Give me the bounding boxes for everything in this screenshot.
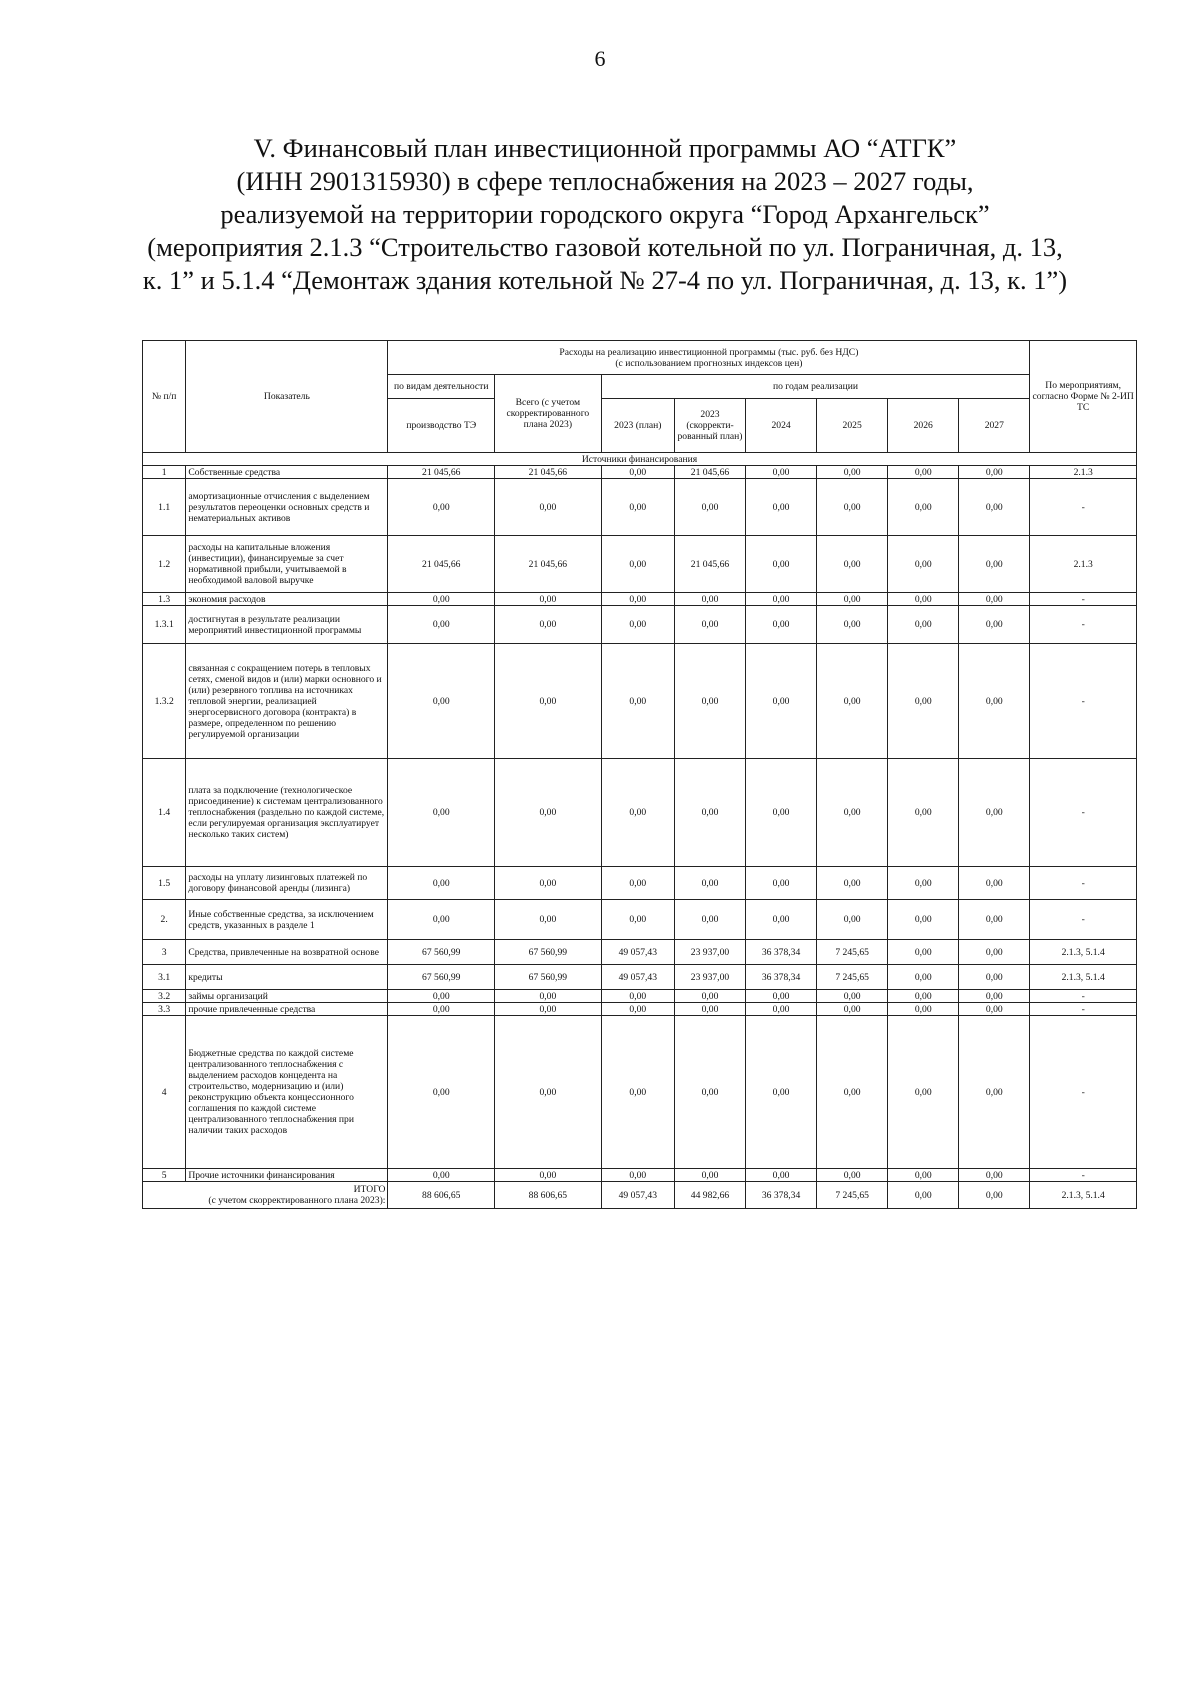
row-value: 21 045,66 (495, 466, 602, 479)
table-row (143, 536, 1137, 593)
row-number: 1.3.2 (143, 644, 186, 759)
row-indicator: плата за подключение (технологическое присоединение) к системам централизованного теплоснабжения (раздельно по каждой системе, если регулируемая организация эксплуатирует несколько таких систем) (186, 759, 388, 867)
row-number: 5 (143, 1169, 186, 1182)
row-value: 0,00 (601, 759, 674, 867)
row-measure-ref: - (1030, 900, 1137, 940)
row-value: 0,00 (601, 479, 674, 536)
row-measure-ref: - (1030, 759, 1137, 867)
row-value: 0,00 (888, 900, 959, 940)
row-measure-ref: 2.1.3, 5.1.4 (1030, 940, 1137, 965)
row-value: 0,00 (495, 479, 602, 536)
row-value: 0,00 (817, 644, 888, 759)
row-measure-ref: 2.1.3 (1030, 466, 1137, 479)
row-value: 0,00 (388, 900, 495, 940)
row-value: 0,00 (601, 593, 674, 606)
row-value: 21 045,66 (388, 466, 495, 479)
row-value: 0,00 (746, 1016, 817, 1169)
header-expenses-line2: (с использованием прогнозных индексов цен) (615, 357, 803, 369)
row-value: 0,00 (388, 479, 495, 536)
row-value: 0,00 (817, 1003, 888, 1016)
row-value: 21 045,66 (674, 536, 745, 593)
row-measure-ref: 2.1.3, 5.1.4 (1030, 965, 1137, 990)
table-row (143, 479, 1137, 536)
row-indicator: расходы на уплату лизинговых платежей по договору финансовой аренды (лизинга) (186, 867, 388, 900)
header-production: производство ТЭ (388, 399, 495, 453)
row-value: 0,00 (495, 593, 602, 606)
row-value: 0,00 (888, 1169, 959, 1182)
row-measure-ref: - (1030, 606, 1137, 644)
row-value: 0,00 (888, 940, 959, 965)
row-number: 1.3.1 (143, 606, 186, 644)
row-value: 0,00 (746, 644, 817, 759)
total-value: 7 245,65 (817, 1182, 888, 1209)
row-value: 0,00 (817, 593, 888, 606)
total-label (143, 1182, 388, 1209)
row-value: 0,00 (388, 867, 495, 900)
row-value: 0,00 (959, 759, 1030, 867)
row-value: 0,00 (601, 1016, 674, 1169)
row-value: 0,00 (601, 1169, 674, 1182)
header-by-measures: По мероприятиям, согласно Форме № 2-ИП ТС (1030, 341, 1137, 453)
row-number: 1.5 (143, 867, 186, 900)
row-value: 0,00 (746, 900, 817, 940)
header-expenses-line1: Расходы на реализацию инвестиционной программы (тыс. руб. без НДС) (559, 346, 859, 358)
header-indicator: Показатель (186, 341, 388, 453)
row-value: 0,00 (746, 867, 817, 900)
table-row (143, 900, 1137, 940)
title-line: (мероприятия 2.1.3 “Строительство газовой котельной по ул. Пограничная, д. 13, (147, 232, 1063, 262)
table-row (143, 606, 1137, 644)
row-value: 0,00 (388, 1003, 495, 1016)
row-value: 49 057,43 (601, 965, 674, 990)
header-expenses (388, 341, 1030, 375)
row-value: 67 560,99 (388, 965, 495, 990)
title-line: V. Финансовый план инвестиционной программы АО “АТГК” (253, 133, 957, 163)
row-measure-ref: - (1030, 479, 1137, 536)
row-value: 0,00 (746, 536, 817, 593)
row-measure-ref: - (1030, 644, 1137, 759)
row-value: 0,00 (959, 536, 1030, 593)
header-2023-adjusted: 2023 (скорректи-рованный план) (674, 399, 745, 453)
header-2023-plan: 2023 (план) (601, 399, 674, 453)
row-value: 0,00 (495, 644, 602, 759)
header-2026: 2026 (888, 399, 959, 453)
row-value: 0,00 (817, 606, 888, 644)
row-number: 1.3 (143, 593, 186, 606)
table-row (143, 466, 1137, 479)
row-value: 0,00 (674, 644, 745, 759)
row-value: 0,00 (746, 1169, 817, 1182)
row-value: 0,00 (601, 536, 674, 593)
table-row (143, 940, 1137, 965)
row-value: 0,00 (817, 990, 888, 1003)
document-title (90, 132, 1120, 297)
row-value: 36 378,34 (746, 965, 817, 990)
row-measure-ref: 2.1.3 (1030, 536, 1137, 593)
total-label-line1: ИТОГО (353, 1184, 386, 1195)
row-measure-ref: - (1030, 593, 1137, 606)
row-value: 0,00 (388, 606, 495, 644)
row-indicator: займы организаций (186, 990, 388, 1003)
row-value: 0,00 (388, 990, 495, 1003)
row-value: 0,00 (495, 1016, 602, 1169)
row-value: 0,00 (495, 606, 602, 644)
total-value: 36 378,34 (746, 1182, 817, 1209)
header-by-years: по годам реализации (601, 375, 1030, 399)
table-header (143, 341, 1137, 453)
row-value: 0,00 (746, 593, 817, 606)
row-number: 1.2 (143, 536, 186, 593)
row-number: 2. (143, 900, 186, 940)
row-value: 0,00 (601, 606, 674, 644)
row-value: 0,00 (959, 900, 1030, 940)
row-number: 1.4 (143, 759, 186, 867)
row-value: 23 937,00 (674, 940, 745, 965)
title-line: к. 1” и 5.1.4 “Демонтаж здания котельной № 27-4 по ул. Пограничная, д. 13, к. 1”) (142, 265, 1068, 295)
row-value: 0,00 (959, 593, 1030, 606)
row-value: 21 045,66 (495, 536, 602, 593)
row-value: 0,00 (888, 644, 959, 759)
row-value: 0,00 (601, 644, 674, 759)
table-row (143, 1003, 1137, 1016)
row-value: 0,00 (746, 606, 817, 644)
row-value: 0,00 (495, 759, 602, 867)
row-number: 1.1 (143, 479, 186, 536)
row-number: 3.1 (143, 965, 186, 990)
row-value: 36 378,34 (746, 940, 817, 965)
row-indicator: экономия расходов (186, 593, 388, 606)
row-value: 0,00 (674, 759, 745, 867)
table-row (143, 1016, 1137, 1169)
row-measure-ref: - (1030, 990, 1137, 1003)
row-indicator: достигнутая в результате реализации мероприятий инвестиционной программы (186, 606, 388, 644)
row-value: 0,00 (388, 1016, 495, 1169)
row-value: 0,00 (388, 644, 495, 759)
row-value: 0,00 (746, 1003, 817, 1016)
row-value: 0,00 (495, 1169, 602, 1182)
row-indicator: Бюджетные средства по каждой системе централизованного теплоснабжения с выделением расходов концедента на строительство, модернизацию и (или) реконструкцию объекта концессионного соглашения по каждой системе централизованного теплоснабжения при наличии таких расходов (186, 1016, 388, 1169)
row-value: 0,00 (495, 990, 602, 1003)
row-value: 0,00 (388, 759, 495, 867)
row-value: 0,00 (888, 593, 959, 606)
row-value: 0,00 (959, 940, 1030, 965)
table-row (143, 867, 1137, 900)
row-value: 0,00 (495, 867, 602, 900)
row-value: 0,00 (888, 536, 959, 593)
row-value: 0,00 (674, 1169, 745, 1182)
row-value: 0,00 (817, 1016, 888, 1169)
row-value: 0,00 (959, 466, 1030, 479)
row-value: 67 560,99 (495, 940, 602, 965)
row-value: 0,00 (817, 536, 888, 593)
row-number: 4 (143, 1016, 186, 1169)
row-value: 0,00 (674, 606, 745, 644)
row-value: 0,00 (817, 466, 888, 479)
row-value: 0,00 (888, 990, 959, 1003)
row-indicator: прочие привлеченные средства (186, 1003, 388, 1016)
total-value: 88 606,65 (495, 1182, 602, 1209)
row-value: 0,00 (959, 1016, 1030, 1169)
table-body (143, 453, 1137, 1209)
row-value: 0,00 (674, 479, 745, 536)
row-value: 0,00 (959, 644, 1030, 759)
row-value: 21 045,66 (674, 466, 745, 479)
row-value: 0,00 (674, 990, 745, 1003)
row-value: 0,00 (495, 1003, 602, 1016)
row-measure-ref: - (1030, 867, 1137, 900)
row-value: 67 560,99 (495, 965, 602, 990)
table-row (143, 965, 1137, 990)
row-value: 0,00 (817, 479, 888, 536)
row-indicator: Иные собственные средства, за исключением средств, указанных в разделе 1 (186, 900, 388, 940)
header-total-adjusted: Всего (с учетом скорректированного плана 2023) (495, 375, 602, 453)
row-indicator: Прочие источники финансирования (186, 1169, 388, 1182)
row-value: 0,00 (888, 965, 959, 990)
row-value: 7 245,65 (817, 940, 888, 965)
row-number: 3 (143, 940, 186, 965)
row-value: 0,00 (388, 593, 495, 606)
row-value: 0,00 (817, 1169, 888, 1182)
row-value: 0,00 (746, 466, 817, 479)
row-indicator: расходы на капитальные вложения (инвестиции), финансируемые за счет нормативной прибыли, учитываемой в необходимой валовой выручке (186, 536, 388, 593)
row-measure-ref: - (1030, 1016, 1137, 1169)
row-number: 3.3 (143, 1003, 186, 1016)
row-value: 0,00 (959, 479, 1030, 536)
row-value: 0,00 (601, 466, 674, 479)
row-value: 0,00 (817, 867, 888, 900)
row-value: 0,00 (959, 1169, 1030, 1182)
row-value: 0,00 (959, 606, 1030, 644)
header-num: № п/п (143, 341, 186, 453)
row-value: 0,00 (888, 606, 959, 644)
row-value: 0,00 (888, 1003, 959, 1016)
title-line: (ИНН 2901315930) в сфере теплоснабжения на 2023 – 2027 годы, (236, 166, 974, 196)
total-measure-ref: 2.1.3, 5.1.4 (1030, 1182, 1137, 1209)
row-value: 0,00 (817, 900, 888, 940)
row-value: 0,00 (817, 759, 888, 867)
row-number: 1 (143, 466, 186, 479)
row-value: 0,00 (601, 867, 674, 900)
total-value: 0,00 (888, 1182, 959, 1209)
row-value: 0,00 (746, 990, 817, 1003)
row-value: 0,00 (601, 990, 674, 1003)
row-value: 0,00 (746, 479, 817, 536)
row-number: 3.2 (143, 990, 186, 1003)
total-value: 0,00 (959, 1182, 1030, 1209)
row-value: 0,00 (601, 1003, 674, 1016)
page-number: 6 (594, 46, 606, 71)
row-value: 0,00 (959, 990, 1030, 1003)
row-value: 23 937,00 (674, 965, 745, 990)
row-value: 0,00 (495, 900, 602, 940)
row-value: 21 045,66 (388, 536, 495, 593)
row-value: 0,00 (674, 1003, 745, 1016)
header-2027: 2027 (959, 399, 1030, 453)
title-line: реализуемой на территории городского округа “Город Архангельск” (220, 199, 990, 229)
row-value: 49 057,43 (601, 940, 674, 965)
row-indicator: Средства, привлеченные на возвратной основе (186, 940, 388, 965)
total-value: 49 057,43 (601, 1182, 674, 1209)
total-label-line2: (с учетом скорректированного плана 2023): (208, 1195, 386, 1206)
total-value: 88 606,65 (388, 1182, 495, 1209)
header-2024: 2024 (746, 399, 817, 453)
row-value: 0,00 (674, 593, 745, 606)
row-value: 0,00 (674, 1016, 745, 1169)
row-value: 0,00 (674, 900, 745, 940)
row-value: 0,00 (674, 867, 745, 900)
table-row (143, 593, 1137, 606)
section-title: Источники финансирования (143, 453, 1137, 466)
row-indicator: Собственные средства (186, 466, 388, 479)
total-row (143, 1182, 1137, 1209)
row-value: 0,00 (388, 1169, 495, 1182)
table-row (143, 990, 1137, 1003)
row-indicator: кредиты (186, 965, 388, 990)
financial-plan-table (142, 340, 1137, 1209)
row-value: 0,00 (959, 1003, 1030, 1016)
row-value: 0,00 (888, 867, 959, 900)
row-value: 0,00 (888, 1016, 959, 1169)
row-value: 67 560,99 (388, 940, 495, 965)
row-value: 0,00 (888, 479, 959, 536)
row-value: 0,00 (601, 900, 674, 940)
row-value: 0,00 (959, 867, 1030, 900)
header-by-activity: по видам деятельности (388, 375, 495, 399)
row-value: 7 245,65 (817, 965, 888, 990)
row-value: 0,00 (888, 759, 959, 867)
row-value: 0,00 (959, 965, 1030, 990)
table-row (143, 1169, 1137, 1182)
header-2025: 2025 (817, 399, 888, 453)
row-indicator: связанная с сокращением потерь в тепловых сетях, сменой видов и (или) марки основного и (или) резервного топлива на источниках тепловой энергии, реализацией энергосервисного договора (контракта) в размере, определенном по решению регулируемой организации (186, 644, 388, 759)
row-indicator: амортизационные отчисления с выделением результатов переоценки основных средств и нематериальных активов (186, 479, 388, 536)
row-measure-ref: - (1030, 1003, 1137, 1016)
total-value: 44 982,66 (674, 1182, 745, 1209)
row-measure-ref: - (1030, 1169, 1137, 1182)
row-value: 0,00 (746, 759, 817, 867)
table-row (143, 644, 1137, 759)
row-value: 0,00 (888, 466, 959, 479)
table-row (143, 759, 1137, 867)
